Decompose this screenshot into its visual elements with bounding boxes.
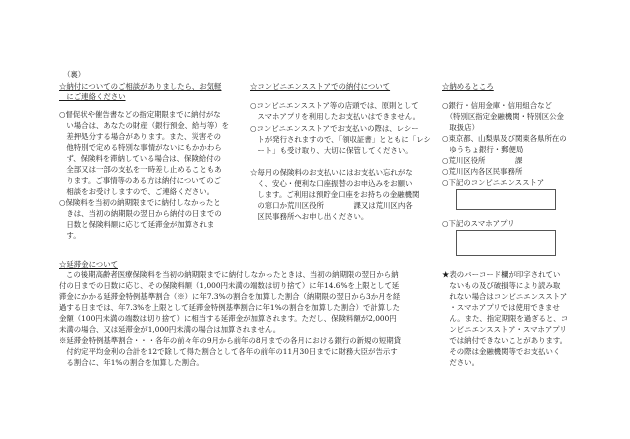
consultation-heading-line-2: にご連絡ください: [59, 92, 126, 101]
late-fee-body-line: この後期高齢者医療保険料を当初の納期限までに納付しなかったときは、当初の納期限の翌日から納: [66, 270, 399, 279]
special-rate-note-line: 付約定平均金利の合計を12で除して得た割合として各年の前年の11月30日までに財務大臣が告示す: [59, 347, 398, 356]
late-fee-body-line: 滞金にかかる延滞金特例基準割合（※）に年7.3%の割合を加算した割合（納期限の翌日から3か月を経: [59, 292, 401, 301]
late-payment-text-line: ○保険料を当初の納期限までに納付しなかったと: [59, 198, 221, 207]
convenience-store-list-label: ○下記のコンビニエンスストア: [442, 178, 545, 187]
late-fee-body-line: 未満の場合、又は延滞金が1,000円未満の場合は加算されません。: [59, 325, 281, 334]
barcode-note-line: れない場合はコンビニエンスストア: [442, 292, 568, 301]
direct-debit-text-line: の窓口か荒川区役所 課又は荒川区内各: [250, 201, 413, 210]
direct-debit-text-line: 区民事務所へお申し出ください。: [250, 212, 369, 221]
direct-debit-text-line: く、安心・便利な口座振替のお申込みをお願い: [250, 179, 413, 188]
barcode-note-line: ・スマホアプリでは使用できませ: [442, 303, 560, 312]
payment-place-item: 取扱店）: [442, 123, 479, 132]
seizure-text-line: 相談をお受けしますので、ご連絡ください。: [59, 187, 215, 196]
late-fee-body-line: 過する日までは、年7.3%を上限として延滞金特例基準割合に年1%の割合を加算した割合）で計算した: [59, 303, 400, 312]
convenience-text-line: ート」も受け取り、大切に保管してください。: [250, 146, 413, 155]
direct-debit-text-line: ☆毎月の保険料のお支払いにはお支払い忘れがな: [250, 168, 413, 177]
payment-place-item: ○銀行・信用金庫・信用組合など: [442, 101, 552, 110]
barcode-note-line: ★表のバーコード欄が印字されてい: [442, 270, 561, 279]
barcode-note-line: ンビニエンスストア・スマホアプリ: [442, 325, 567, 334]
late-fee-body-line: 金額（100円未満の端数は切り捨て）に相当する延滞金が加算されます。ただし、保険料額が2,000円: [59, 314, 397, 323]
convenience-store-list-box: [456, 189, 556, 210]
payment-place-item: ○荒川区役所 課: [442, 156, 523, 165]
convenience-store-heading: ☆コンビニエンスストアでの納付について: [250, 82, 391, 91]
consultation-heading-line-1: ☆納付についてのご相談がありましたら、お気軽: [59, 82, 222, 91]
smartphone-app-list-label: ○下記のスマホアプリ: [442, 219, 515, 228]
payment-place-item: ○東京都、山梨県及び関東各県所在の: [442, 134, 567, 143]
seizure-text-line: ○督促状や催告書などの指定期限までに納付がな: [59, 110, 221, 119]
convenience-text-line: スマホアプリを利用したお支払いはできません。: [250, 112, 420, 121]
seizure-text-line: 他特別で定める特別な事情がないにもかかわら: [59, 143, 222, 152]
payment-place-item: ゆうちょ銀行・郵便局: [442, 145, 524, 154]
seizure-text-line: 全部又は一部の支払を一時差し止めることもあ: [59, 165, 222, 174]
late-fee-heading: ☆延滞金について: [59, 260, 118, 269]
barcode-note-line: では納付できないことがあります。: [442, 336, 568, 345]
special-rate-note-line: る割合に、年1%の割合を加算した割合。: [59, 358, 204, 367]
barcode-note-line: ださい。: [442, 358, 479, 367]
payment-place-item: （特別区指定金融機関・特別区公金: [442, 112, 564, 121]
late-payment-text-line: す。: [59, 231, 81, 240]
direct-debit-text-line: します。ご利用は預貯金口座をお持ちの金融機関: [250, 190, 420, 199]
convenience-text-line: ○コンビニエンスストアでお支払いの際は、レシー: [250, 124, 419, 133]
late-payment-text-line: きは、当初の納期限の翌日から納付の日までの: [59, 209, 222, 218]
late-payment-text-line: 日数と保険料額に応じて延滞金が加算されま: [59, 220, 215, 229]
back-side-marker: （裏）: [63, 70, 86, 79]
seizure-text-line: い場合は、あなたの財産（銀行預金、給与等）を: [59, 121, 229, 130]
convenience-text-line: トが発行されますので、「領収証書」とともに「レシ: [250, 135, 431, 144]
payment-places-heading: ☆納めるところ: [442, 82, 494, 91]
barcode-note-line: ん。また、指定期限を過ぎると、コ: [442, 314, 569, 323]
barcode-note-line: その際は金融機関等でお支払いく: [442, 347, 561, 356]
seizure-text-line: 差押処分する場合があります。また、災害その: [59, 132, 222, 141]
smartphone-app-list-box: [456, 230, 556, 256]
convenience-text-line: ○コンビニエンスストア等の店頭では、原則として: [250, 101, 419, 110]
barcode-note-line: ないもの及び破損等により読み取: [442, 281, 561, 290]
seizure-text-line: ず、保険料を滞納している場合は、保険給付の: [59, 154, 222, 163]
late-fee-body-line: 付の日までの日数に応じ、その保険料額（1,000円未満の端数は切り捨て）に年14.6%を上限として延: [59, 281, 400, 290]
special-rate-note-line: ※延滞金特例基準割合・・・各年の前々年の9月から前年の8月までの各月における銀行の新規の短期貸: [59, 336, 401, 345]
seizure-text-line: ります。ご事情等のある方は納付についてのご: [59, 176, 221, 185]
payment-place-item: ○荒川区内各区民事務所: [442, 167, 523, 176]
